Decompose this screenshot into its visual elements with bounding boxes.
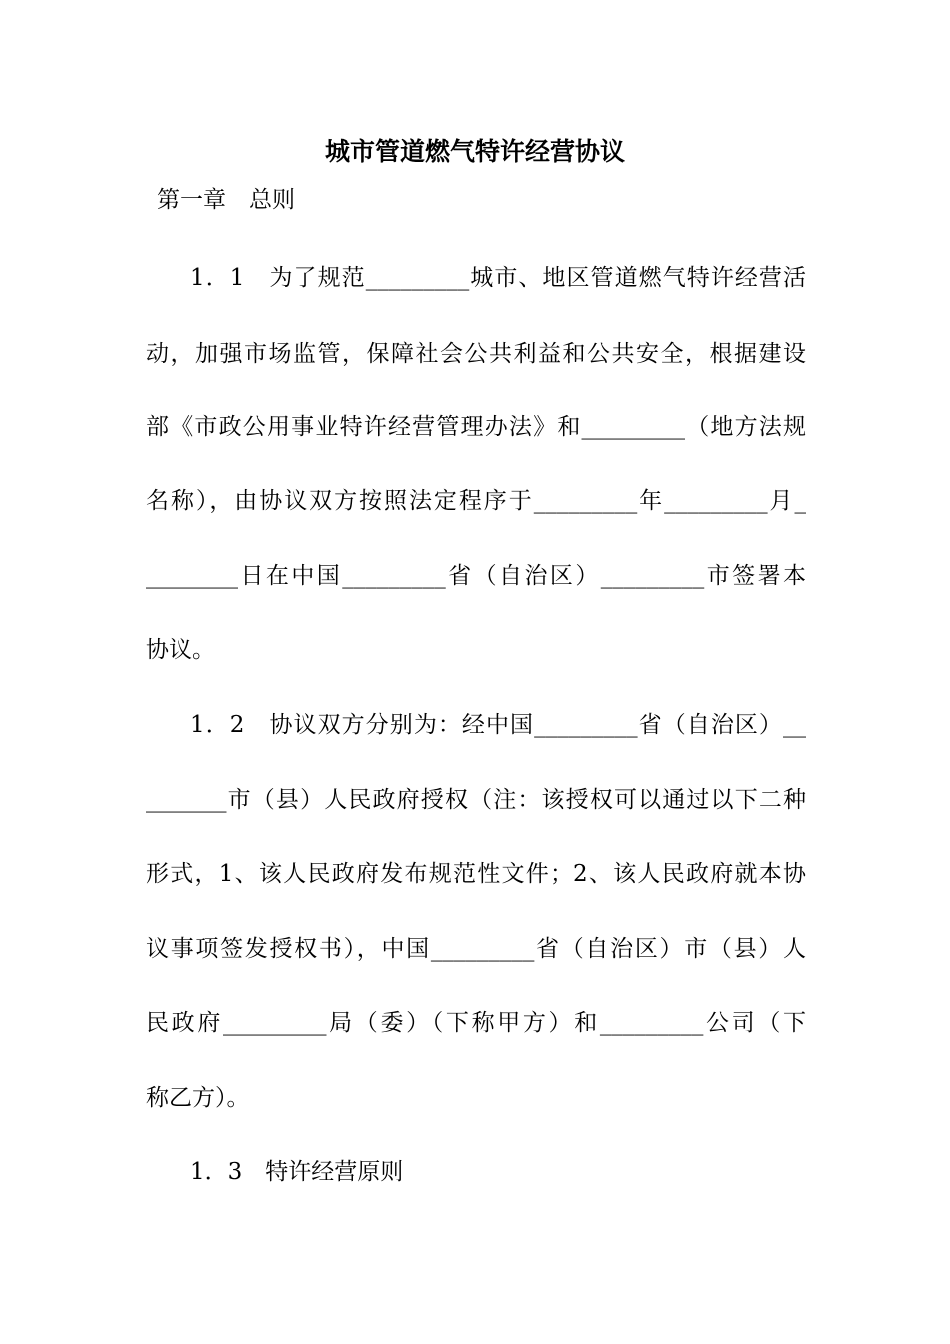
paragraph-1-2-line-3: 形式，1、该人民政府发布规范性文件；2、该人民政府就本协 xyxy=(146,861,806,887)
paragraph-1-1-line-3: 部《市政公用事业特许经营管理办法》和_________（地方法规 xyxy=(146,414,806,440)
paragraph-1-3-heading: 1．3 特许经营原则 xyxy=(190,1159,404,1185)
document-title: 城市管道燃气特许经营协议 xyxy=(324,137,625,166)
paragraph-1-2-line-6: 称乙方）。 xyxy=(146,1085,250,1111)
paragraph-1-1-line-1: 1．1 为了规范_________城市、地区管道燃气特许经营活 xyxy=(190,265,806,291)
paragraph-1-1-line-5: ________日在中国_________省（自治区）_________市签署本 xyxy=(146,563,806,589)
paragraph-1-2-line-2: _______市（县）人民政府授权（注：该授权可以通过以下二种 xyxy=(146,787,806,813)
chapter-heading: 第一章 总则 xyxy=(157,187,295,213)
paragraph-1-1-line-2: 动，加强市场监管，保障社会公共利益和公共安全，根据建设 xyxy=(146,341,806,367)
paragraph-1-2-line-1: 1．2 协议双方分别为：经中国_________省（自治区）__ xyxy=(190,712,806,738)
paragraph-1-1-line-4: 名称），由协议双方按照法定程序于_________年_________月_ xyxy=(146,488,806,514)
paragraph-1-2-line-5: 民政府_________局（委）（下称甲方）和_________公司（下 xyxy=(146,1010,806,1036)
paragraph-1-1-line-6: 协议。 xyxy=(146,637,215,663)
paragraph-1-2-line-4: 议事项签发授权书），中国_________省（自治区）市（县）人 xyxy=(146,936,806,962)
